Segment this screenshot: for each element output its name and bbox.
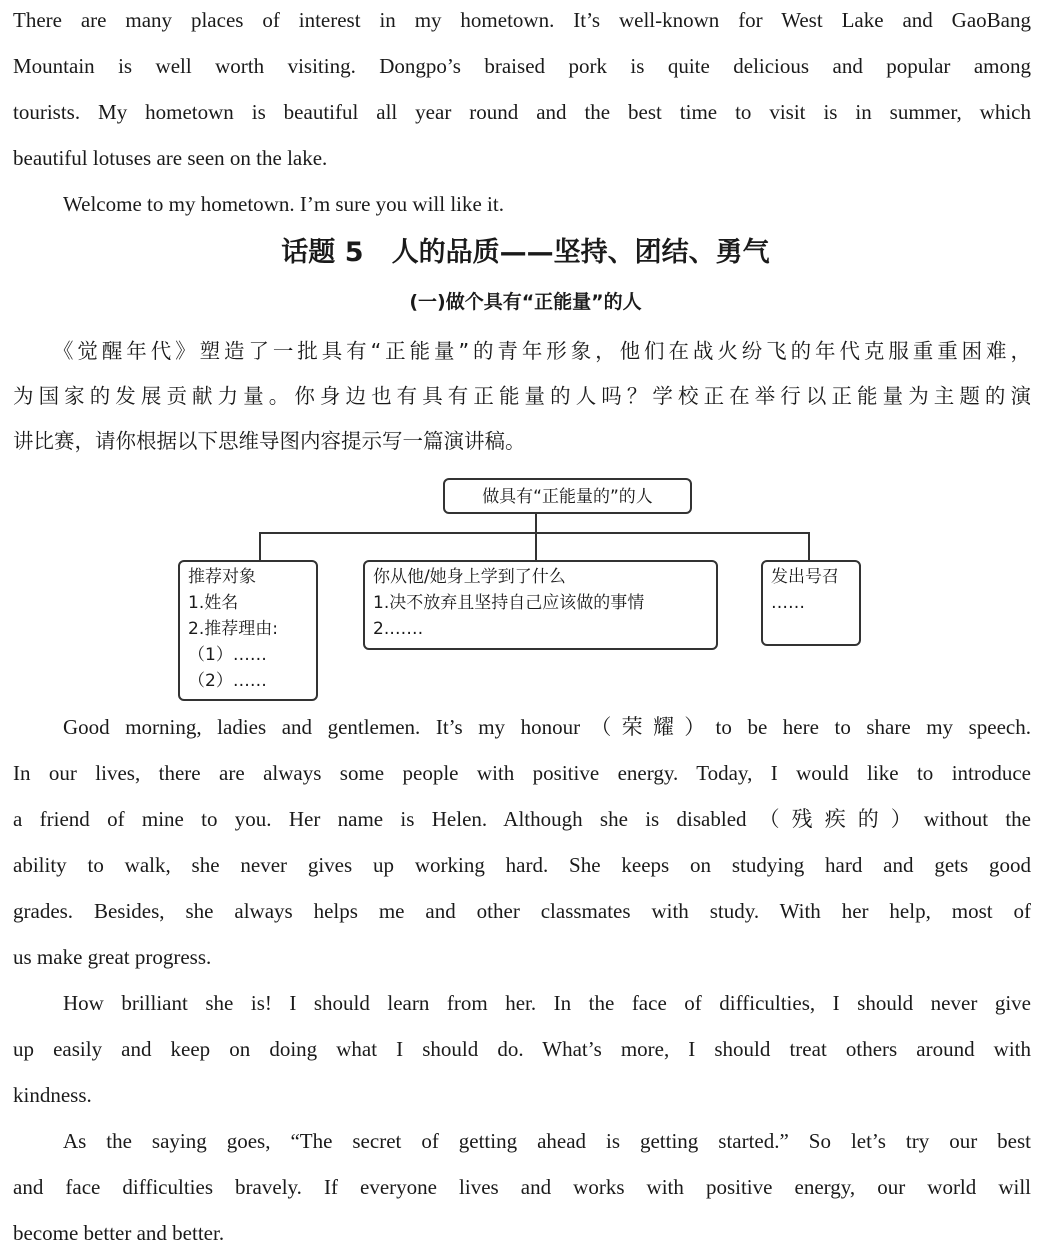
connector-line [808,532,810,560]
speech-line: grades. Besides, she always helps me and other classmates with study. With her help, most of [13,899,1031,923]
essay-line: There are many places of interest in my hometown. It’s well-known for West Lake and GaoBang [13,8,1031,32]
essay-line: beautiful lotuses are seen on the lake. [13,146,328,170]
speech-line: ability to walk, she never gives up working hard. She keeps on studying hard and gets good [13,853,1031,877]
essay-line: Mountain is well worth visiting. Dongpo’s braised pork is quite delicious and popular among [13,54,1031,78]
mindmap-root-label: 做具有“正能量的”的人 [482,487,653,507]
topic-title: 话题 5 人的品质——坚持、团结、勇气 [281,237,770,268]
mindmap-branch-call [761,560,861,646]
branch-line: 1.决不放弃且坚持自己应该做的事情 [373,593,645,613]
speech-line: up easily and keep on doing what I should do. What’s more, I should treat others around with [13,1037,1031,1061]
speech-line: us make great progress. [13,945,212,969]
branch-line: …… [771,593,805,613]
essay-line: tourists. My hometown is beautiful all year round and the best time to visit is in summer, which [13,100,1031,124]
essay-closing: Welcome to my hometown. I’m sure you will like it. [63,192,504,216]
branch-line: 你从他/她身上学到了什么 [373,567,566,587]
mindmap-branch-recommend [178,560,318,701]
branch-line: （2）…… [188,671,267,691]
prompt-line: 为国家的发展贡献力量。你身边也有具有正能量的人吗？学校正在举行以正能量为主题的演 [13,384,1031,408]
branch-line: 1.姓名 [188,593,239,613]
prompt-line: 讲比赛，请你根据以下思维导图内容提示写一篇演讲稿。 [13,429,526,453]
connector-line [259,532,261,560]
speech-line: a friend of mine to you. Her name is Helen. Although she is disabled（残疾的）without the [13,807,1031,831]
branch-line: 推荐对象 [188,567,256,587]
topic-subtitle: (一)做个具有“正能量”的人 [409,291,642,313]
prompt-line: 《觉醒年代》塑造了一批具有“正能量”的青年形象，他们在战火纷飞的年代克服重重困难， [53,339,1031,363]
speech-line: kindness. [13,1083,92,1107]
mindmap-branch-learned [363,560,718,650]
branch-line: （1）…… [188,645,267,665]
branch-line: 2.推荐理由: [188,619,278,639]
speech-line: In our lives, there are always some people with positive energy. Today, I would like to introduce [13,761,1031,785]
speech-line: and face difficulties bravely. If everyone lives and works with positive energy, our world will [13,1175,1031,1199]
connector-line [535,514,537,534]
speech-line: As the saying goes, “The secret of getting ahead is getting started.” So let’s try our best [63,1129,1031,1153]
speech-line: How brilliant she is! I should learn from her. In the face of difficulties, I should never give [63,991,1031,1015]
speech-line: Good morning, ladies and gentlemen. It’s my honour（荣耀）to be here to share my speech. [63,715,1031,739]
branch-line: 发出号召 [771,567,839,587]
speech-line: become better and better. [13,1221,225,1245]
branch-line: 2.…… [373,619,424,639]
connector-line [535,532,537,560]
mindmap-root [443,478,692,514]
